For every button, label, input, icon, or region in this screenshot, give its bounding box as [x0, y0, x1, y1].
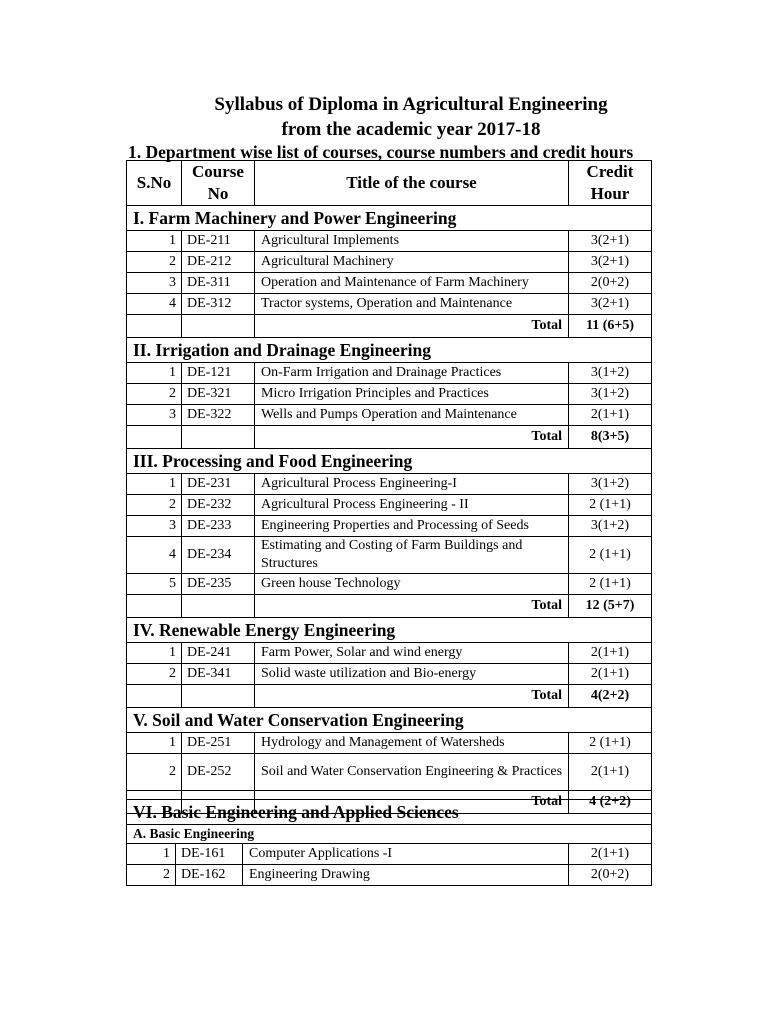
cell-course-title: Operation and Maintenance of Farm Machinery: [255, 273, 569, 294]
cell-course-title: Computer Applications -I: [243, 844, 569, 865]
table-row: [127, 231, 652, 252]
cell-course-no: DE-252: [182, 754, 255, 791]
cell-credit-hour: 3(1+2): [569, 363, 652, 384]
total-credit: 4(2+2): [569, 685, 652, 708]
cell-empty: [127, 426, 182, 449]
table-row: [127, 294, 652, 315]
cell-empty: [127, 315, 182, 338]
total-label: Total: [255, 595, 569, 618]
cell-course-no: DE-161: [176, 844, 243, 865]
table-row: [127, 733, 652, 754]
table-header-row: [127, 161, 652, 206]
cell-sno: 2: [127, 754, 182, 791]
cell-sno: 1: [127, 733, 182, 754]
section-heading: II. Irrigation and Drainage Engineering: [127, 338, 652, 363]
header-course-no-line-2: No: [207, 184, 229, 203]
section-heading-row: [127, 449, 652, 474]
cell-course-no: DE-251: [182, 733, 255, 754]
cell-credit-hour: 3(1+2): [569, 384, 652, 405]
total-row: [127, 685, 652, 708]
table-row: [127, 516, 652, 537]
table-row: [127, 273, 652, 294]
cell-course-no: DE-162: [176, 865, 243, 886]
cell-credit-hour: 2(0+2): [569, 273, 652, 294]
section-heading-row: [127, 206, 652, 231]
cell-credit-hour: 2(1+1): [569, 754, 652, 791]
cell-empty: [182, 315, 255, 338]
document-title-line-2: from the academic year 2017-18: [281, 119, 541, 140]
section-subtitle: 1. Department wise list of courses, course numbers and credit hours: [128, 142, 634, 162]
header-course-no-line-1: Course: [192, 162, 244, 181]
cell-credit-hour: 2(0+2): [569, 865, 652, 886]
header-credit-line-2: Hour: [590, 184, 630, 203]
cell-credit-hour: 2 (1+1): [569, 574, 652, 595]
total-row: [127, 315, 652, 338]
section-heading-row: [127, 338, 652, 363]
cell-course-no: DE-121: [182, 363, 255, 384]
cell-course-no: DE-312: [182, 294, 255, 315]
header-course-no: [182, 161, 255, 206]
cell-course-no: DE-212: [182, 252, 255, 273]
table-row: [127, 664, 652, 685]
table-row: [127, 495, 652, 516]
cell-sno: 5: [127, 574, 182, 595]
cell-course-no: DE-322: [182, 405, 255, 426]
cell-sno: 3: [127, 405, 182, 426]
cell-empty: [127, 595, 182, 618]
cell-course-title: Agricultural Implements: [255, 231, 569, 252]
cell-credit-hour: 2 (1+1): [569, 537, 652, 574]
section-heading-row: [127, 800, 652, 825]
cell-course-title: Hydrology and Management of Watersheds: [255, 733, 569, 754]
total-label: Total: [255, 791, 569, 814]
cell-course-title: Farm Power, Solar and wind energy: [255, 643, 569, 664]
header-credit: [569, 161, 652, 206]
table-row: [127, 537, 652, 574]
document-title-line-1: Syllabus of Diploma in Agricultural Engineering: [214, 94, 608, 115]
cell-course-no: DE-231: [182, 474, 255, 495]
cell-credit-hour: 3(1+2): [569, 474, 652, 495]
cell-sno: 4: [127, 537, 182, 574]
table-row: [127, 363, 652, 384]
cell-course-title: Engineering Drawing: [243, 865, 569, 886]
cell-course-no: DE-241: [182, 643, 255, 664]
cell-credit-hour: 3(2+1): [569, 252, 652, 273]
cell-credit-hour: 2(1+1): [569, 405, 652, 426]
total-credit: 8(3+5): [569, 426, 652, 449]
cell-course-no: DE-211: [182, 231, 255, 252]
cell-sno: 3: [127, 273, 182, 294]
cell-course-no: DE-234: [182, 537, 255, 574]
cell-course-title: Agricultural Process Engineering-I: [255, 474, 569, 495]
section-heading: VI. Basic Engineering and Applied Sciences: [127, 800, 652, 825]
cell-course-title: Wells and Pumps Operation and Maintenance: [255, 405, 569, 426]
total-credit: 12 (5+7): [569, 595, 652, 618]
table-row: [127, 574, 652, 595]
table-row: [127, 844, 652, 865]
cell-course-title: Agricultural Machinery: [255, 252, 569, 273]
cell-empty: [127, 685, 182, 708]
cell-course-title: On-Farm Irrigation and Drainage Practices: [255, 363, 569, 384]
cell-sno: 2: [127, 664, 182, 685]
header-credit-line-1: Credit: [586, 162, 634, 181]
table-row: [127, 405, 652, 426]
cell-sno: 1: [127, 474, 182, 495]
cell-course-title: Soil and Water Conservation Engineering & Practices: [255, 754, 569, 791]
total-row: [127, 426, 652, 449]
subsection-heading-row: [127, 825, 652, 844]
cell-sno: 1: [127, 363, 182, 384]
cell-credit-hour: 2(1+1): [569, 844, 652, 865]
section-heading: I. Farm Machinery and Power Engineering: [127, 206, 652, 231]
table-row: [127, 252, 652, 273]
table-row: [127, 865, 652, 886]
table-row: [127, 754, 652, 791]
section-heading-row: [127, 708, 652, 733]
section-heading: IV. Renewable Energy Engineering: [127, 618, 652, 643]
cell-course-no: DE-235: [182, 574, 255, 595]
cell-credit-hour: 3(2+1): [569, 231, 652, 252]
cell-sno: 2: [127, 384, 182, 405]
total-row: [127, 595, 652, 618]
cell-credit-hour: 2 (1+1): [569, 495, 652, 516]
total-credit: 4 (2+2): [569, 791, 652, 814]
cell-sno: 1: [127, 643, 182, 664]
table-row: [127, 384, 652, 405]
cell-sno: 2: [127, 252, 182, 273]
total-credit: 11 (6+5): [569, 315, 652, 338]
cell-empty: [182, 685, 255, 708]
cell-credit-hour: 2(1+1): [569, 643, 652, 664]
cell-credit-hour: 3(2+1): [569, 294, 652, 315]
section-heading: III. Processing and Food Engineering: [127, 449, 652, 474]
cell-credit-hour: 3(1+2): [569, 516, 652, 537]
header-title: Title of the course: [255, 161, 569, 206]
cell-course-title: Engineering Properties and Processing of Seeds: [255, 516, 569, 537]
courses-table: [126, 160, 652, 814]
cell-course-title: Green house Technology: [255, 574, 569, 595]
section-heading: V. Soil and Water Conservation Engineering: [127, 708, 652, 733]
cell-course-no: DE-321: [182, 384, 255, 405]
cell-course-no: DE-311: [182, 273, 255, 294]
section-heading-row: [127, 618, 652, 643]
cell-course-title: Tractor systems, Operation and Maintenance: [255, 294, 569, 315]
cell-credit-hour: 2 (1+1): [569, 733, 652, 754]
cell-credit-hour: 2(1+1): [569, 664, 652, 685]
cell-sno: 1: [127, 844, 176, 865]
cell-course-no: DE-341: [182, 664, 255, 685]
total-label: Total: [255, 315, 569, 338]
cell-sno: 1: [127, 231, 182, 252]
cell-sno: 2: [127, 865, 176, 886]
cell-course-title: Solid waste utilization and Bio-energy: [255, 664, 569, 685]
header-sno: S.No: [127, 161, 182, 206]
table-row: [127, 474, 652, 495]
basic-engineering-table: [126, 799, 652, 886]
cell-empty: [182, 426, 255, 449]
cell-sno: 2: [127, 495, 182, 516]
subsection-heading: A. Basic Engineering: [127, 825, 652, 844]
cell-course-no: DE-232: [182, 495, 255, 516]
cell-empty: [182, 595, 255, 618]
cell-course-title: Micro Irrigation Principles and Practices: [255, 384, 569, 405]
cell-sno: 3: [127, 516, 182, 537]
total-label: Total: [255, 426, 569, 449]
cell-sno: 4: [127, 294, 182, 315]
cell-course-title: Estimating and Costing of Farm Buildings and Structures: [255, 537, 569, 574]
cell-course-no: DE-233: [182, 516, 255, 537]
total-label: Total: [255, 685, 569, 708]
cell-course-title: Agricultural Process Engineering - II: [255, 495, 569, 516]
table-row: [127, 643, 652, 664]
